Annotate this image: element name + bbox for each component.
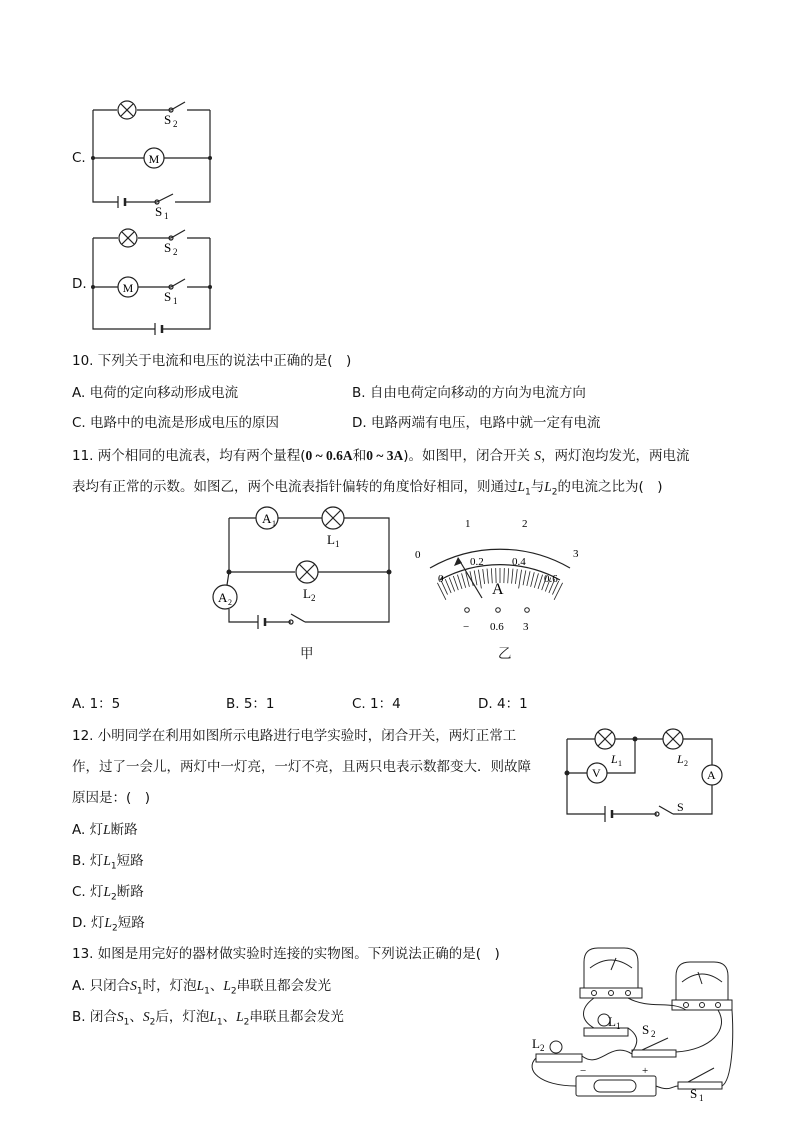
bottom-tick-2: 0.4 [512, 556, 526, 568]
battery-minus: − [580, 1065, 587, 1077]
bottom-tick-0: 0 [438, 573, 444, 585]
meter-scale-tick [512, 569, 513, 584]
switch-s2-label: S [164, 240, 172, 255]
q12-option-b: B. 灯$L_1$短路 [72, 853, 144, 872]
svg-text:2: 2 [173, 119, 178, 129]
meter-scale-tick [483, 569, 485, 584]
top-tick-3: 3 [573, 548, 579, 560]
lamp-l2-label: L [303, 586, 311, 601]
switch-s1-label: S [690, 1086, 698, 1101]
svg-text:2: 2 [311, 593, 316, 603]
svg-text:2: 2 [540, 1043, 545, 1053]
lamp-l1-base [584, 1028, 628, 1036]
svg-text:2: 2 [228, 598, 232, 607]
meter-scale-tick [457, 575, 462, 589]
switch-label: S [677, 800, 684, 814]
meter-scale-tick [478, 570, 481, 589]
q10-stem: 10. 下列关于电流和电压的说法中正确的是( ) [72, 353, 352, 369]
q13-physical-circuit [520, 940, 735, 1105]
meter-scale-tick [523, 570, 526, 585]
option-d-label: D. [72, 276, 87, 292]
option-c-circuit [85, 92, 225, 222]
q10-option-a: A. 电荷的定向移动形成电流 [72, 385, 239, 401]
q13-option-a: A. 只闭合$S_1$时，灯泡$L_1$、$L_2$串联且都会发光 [72, 978, 332, 997]
q12-circuit [555, 725, 730, 825]
ammeter-a2-symbol: A [218, 590, 228, 605]
meter-scale-tick [508, 568, 509, 583]
switch-s1-label: S [155, 204, 163, 219]
q12-stem-line2: 作，过了一会儿，两灯中一灯亮，一灯不亮，且两只电表示数都变大．则故障 [72, 759, 531, 775]
lamp-l2-label: L [677, 752, 684, 766]
motor-symbol: M [148, 152, 160, 166]
q11-option-b: B. 5：1 [226, 696, 275, 712]
lamp-l1-label: L [611, 752, 618, 766]
option-c-label: C. [72, 150, 86, 166]
q12-stem-line1: 12. 小明同学在利用如图所示电路进行电学实验时，闭合开关，两灯正常工 [72, 728, 517, 744]
q11-figure-b-caption: 乙 [498, 646, 512, 662]
q11-option-d: D. 4：1 [478, 696, 528, 712]
bottom-tick-1: 0.2 [470, 556, 484, 568]
meter-scale-tick [462, 573, 466, 587]
meter-scale-tick [487, 569, 488, 584]
switch-s2-label: S [164, 112, 172, 127]
meter-unit: A [492, 581, 504, 598]
motor-symbol: M [122, 281, 134, 295]
top-tick-2: 2 [522, 518, 528, 530]
q12-option-d: D. 灯$L_2$短路 [72, 915, 145, 934]
meter-left-icon [584, 948, 638, 988]
q13-option-b: B. 闭合$S_1$、$S_2$后，灯泡$L_1$、$L_2$串联且都会发光 [72, 1009, 344, 1028]
lamp-l1-label: L [327, 532, 335, 547]
terminal-0-6: 0.6 [490, 621, 504, 633]
lamp-l2-icon [550, 1041, 562, 1053]
q11-figure-a-caption: 甲 [300, 646, 314, 662]
q10-option-d: D. 电路两端有电压，电路中就一定有电流 [352, 415, 601, 431]
meter-scale-tick [453, 576, 458, 590]
meter-scale-tick [515, 569, 517, 584]
lamp-l1-label: L [608, 1014, 616, 1029]
meter-scale-tick [449, 578, 454, 592]
q12-option-c: C. 灯$L_2$断路 [72, 884, 144, 903]
switch-s1-base [678, 1082, 722, 1089]
q13-stem: 13. 如图是用完好的器材做实验时连接的实物图。下列说法正确的是( ) [72, 946, 500, 962]
switch-s2-base [632, 1050, 676, 1057]
svg-text:1: 1 [164, 211, 169, 221]
meter-scale-tick [531, 572, 535, 587]
q12-stem-line3: 原因是：( ) [72, 790, 151, 806]
svg-text:1: 1 [272, 519, 276, 528]
svg-text:1: 1 [616, 1021, 621, 1031]
voltmeter-symbol: V [592, 766, 601, 780]
q11-stem-line1: 11. 两个相同的电流表，均有两个量程(0 ~ 0.6A和0 ~ 3A)。如图甲，闭合开关 S，两灯泡均发光，两电流 [72, 448, 690, 464]
meter-scale-tick [534, 573, 538, 587]
battery-cell [594, 1080, 636, 1092]
svg-text:2: 2 [651, 1029, 656, 1039]
top-tick-0: 0 [415, 549, 421, 561]
option-d-circuit [85, 225, 225, 335]
lamp-l2-label: L [532, 1036, 540, 1051]
battery-plus: + [642, 1065, 649, 1077]
switch-s2-label: S [642, 1022, 650, 1037]
ammeter-symbol: A [707, 768, 716, 782]
meter-scale-tick [474, 570, 477, 585]
q11-option-a: A. 1：5 [72, 696, 121, 712]
terminal-3: 3 [523, 621, 529, 633]
top-tick-1: 1 [465, 518, 471, 530]
q11-stem-line2: 表均有正常的示数。如图乙，两个电流表指针偏转的角度恰好相同，则通过$L_1$与$L_2$的电流之比为( ) [72, 479, 663, 498]
lamp-l2-base [536, 1054, 582, 1062]
svg-text:2: 2 [684, 759, 688, 768]
svg-text:1: 1 [335, 539, 340, 549]
ammeter-a1-symbol: A [262, 511, 272, 526]
terminal-minus: − [463, 621, 470, 633]
meter-scale-tick [554, 583, 562, 600]
q12-option-a: A. 灯L断路 [72, 822, 138, 838]
q10-option-b: B. 自由电荷定向移动的方向为电流方向 [352, 385, 586, 401]
meter-scale-tick [437, 583, 445, 600]
meter-scale-tick [527, 571, 530, 586]
meter-scale-tick [519, 570, 522, 589]
svg-text:1: 1 [699, 1093, 704, 1103]
switch-s1-label: S [164, 289, 172, 304]
q11-figure-b-meter [410, 510, 595, 638]
svg-text:1: 1 [618, 759, 622, 768]
svg-text:2: 2 [173, 247, 178, 257]
meter-scale-tick [538, 575, 543, 589]
q11-option-c: C. 1：4 [352, 696, 401, 712]
q11-figure-a-circuit [205, 502, 405, 667]
svg-text:1: 1 [173, 296, 178, 306]
q10-option-c: C. 电路中的电流是形成电压的原因 [72, 415, 280, 431]
bottom-tick-3: 0.6 [544, 573, 558, 585]
